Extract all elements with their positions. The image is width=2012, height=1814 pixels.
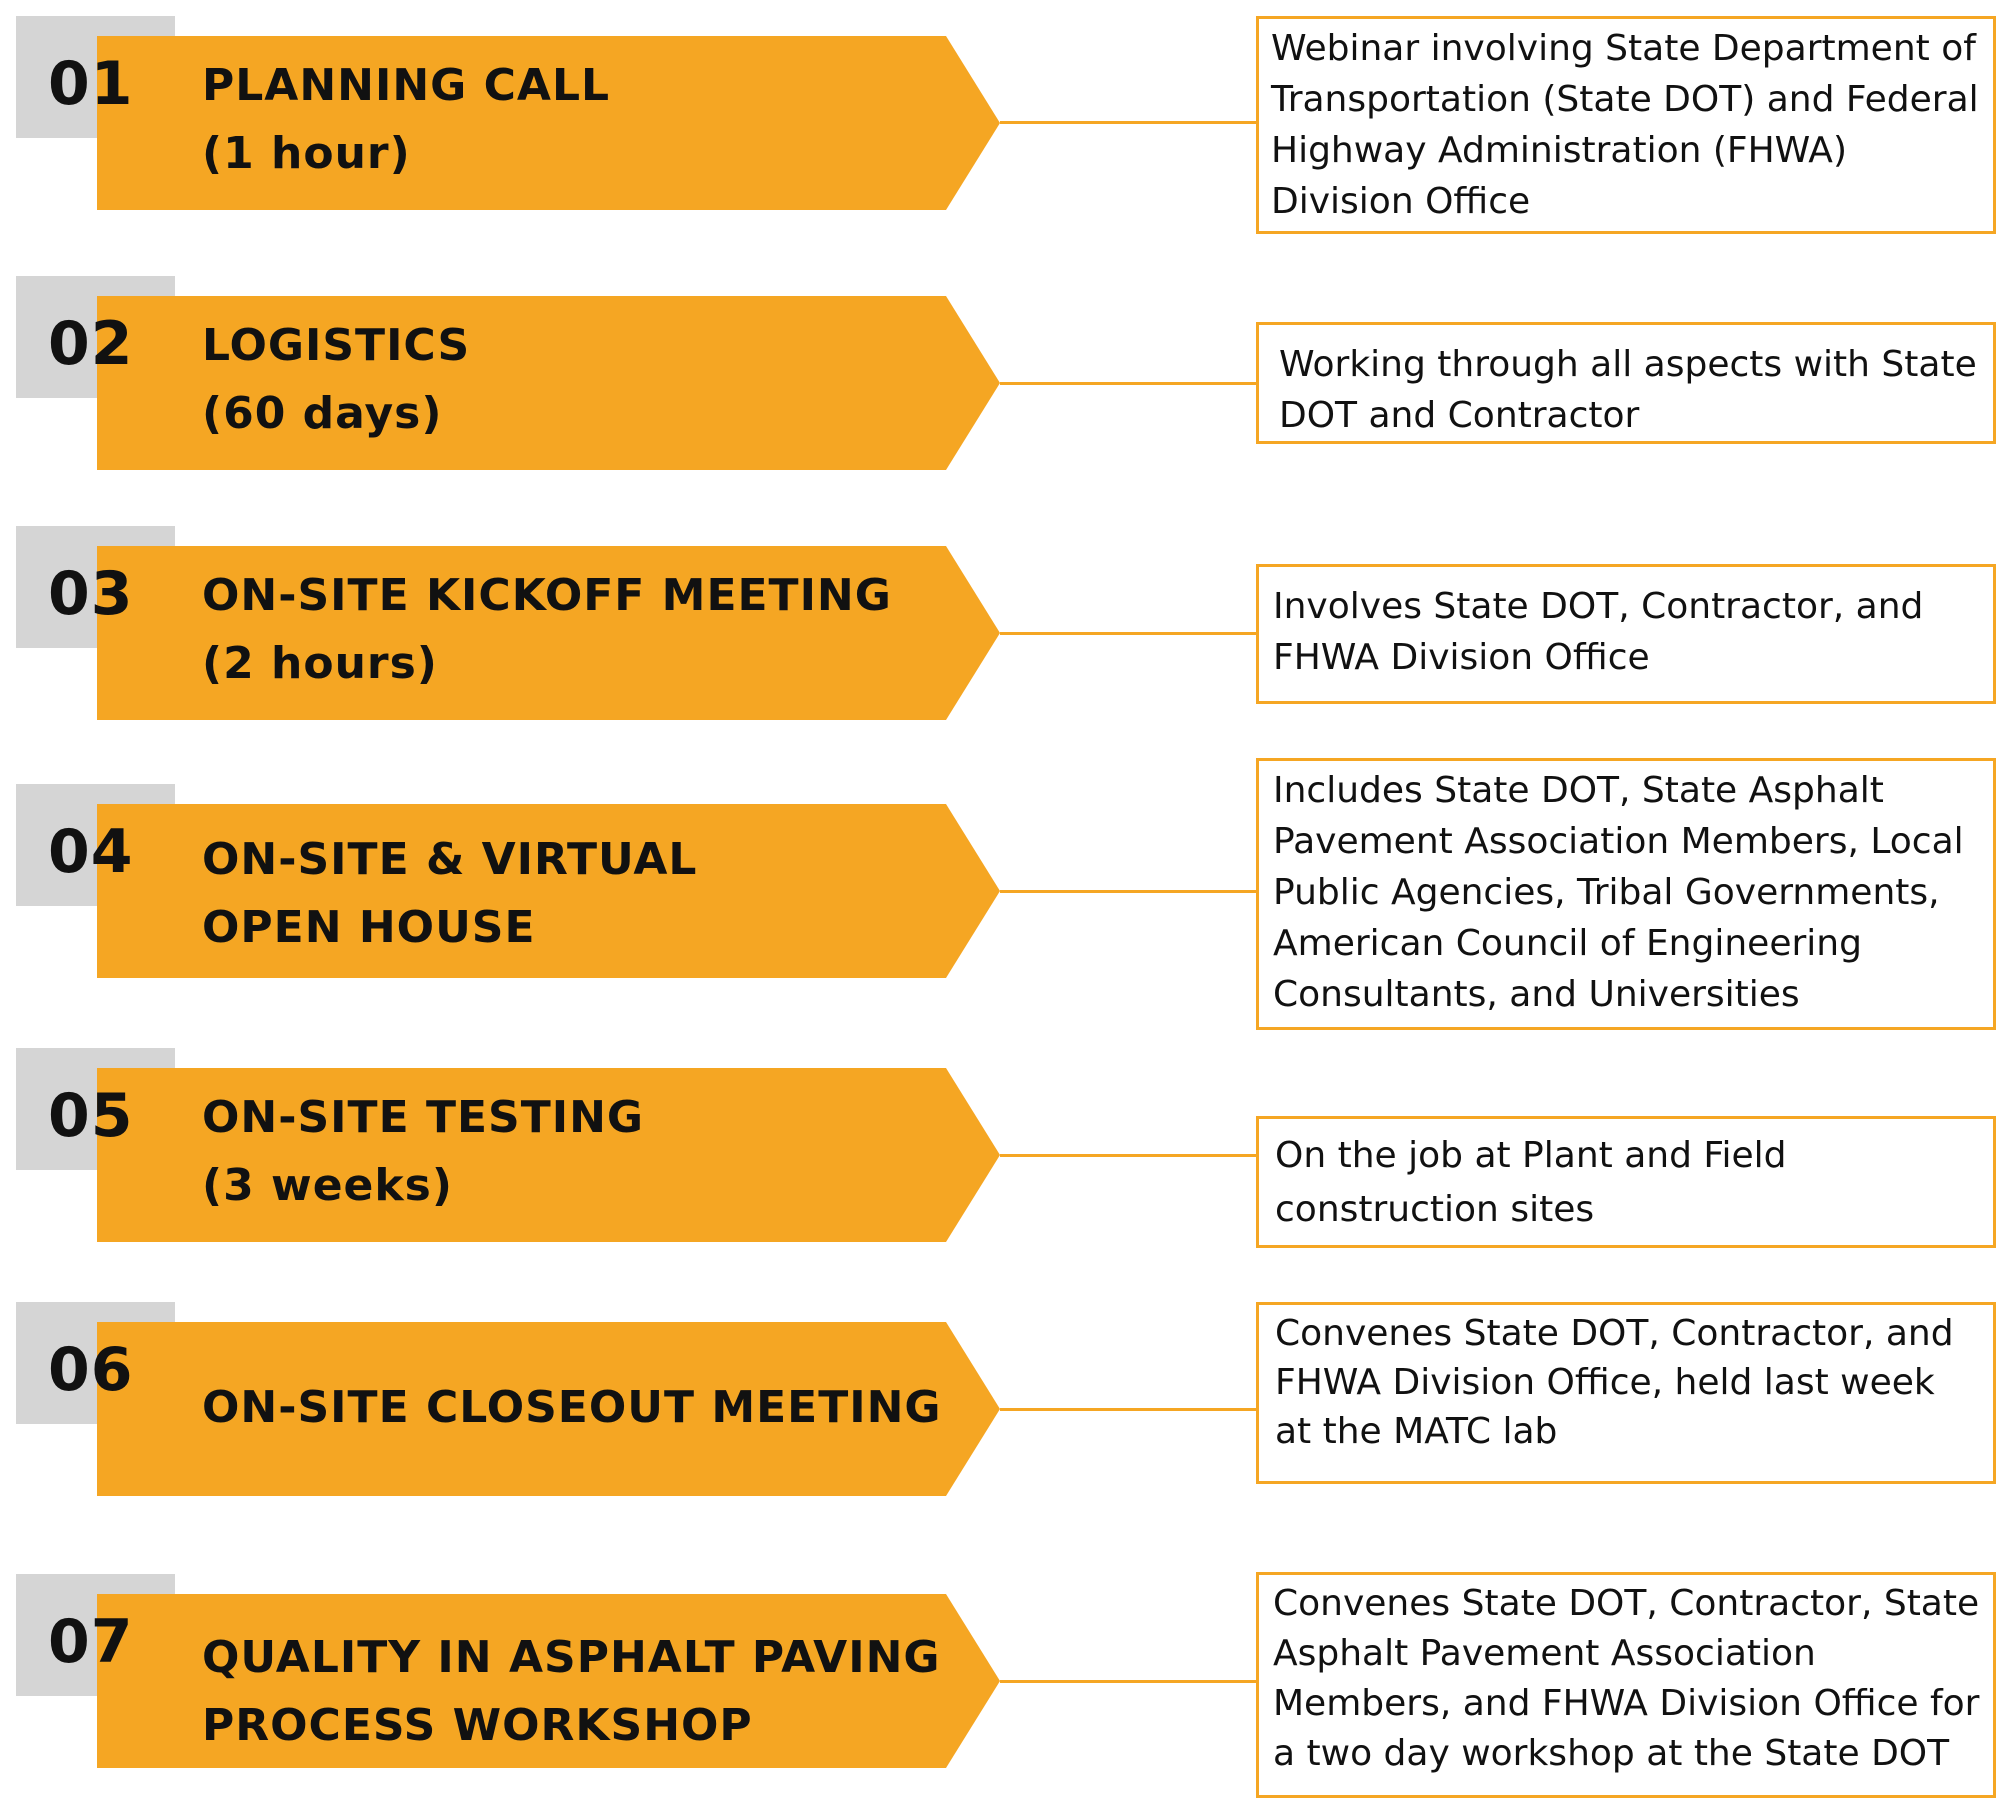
step-06 [0, 1302, 2012, 1542]
step-title-line: ON-SITE KICKOFF MEETING [202, 570, 892, 621]
step-title-line: (3 weeks) [202, 1160, 453, 1211]
step-03 [0, 526, 2012, 766]
step-title-line: (1 hour) [202, 128, 411, 179]
step-title [202, 1084, 644, 1220]
step-connector [1000, 121, 1256, 124]
step-04 [0, 770, 2012, 1024]
step-05 [0, 1048, 2012, 1288]
step-title [202, 312, 470, 448]
step-description: Includes State DOT, State Asphalt Pavement Association Members, Local Public Agencies, Tribal Governments, American Council of Engineering Consultants, and Universities [1256, 758, 1996, 1030]
step-number: 02 [48, 309, 134, 379]
step-title-line: OPEN HOUSE [202, 902, 536, 953]
step-description: Convenes State DOT, Contractor, and FHWA Division Office, held last week at the MATC lab [1256, 1302, 1996, 1484]
step-connector [1000, 1408, 1256, 1411]
step-title [202, 1624, 941, 1760]
step-07 [0, 1574, 2012, 1814]
step-title-line: (60 days) [202, 388, 443, 439]
step-title-line: LOGISTICS [202, 320, 471, 371]
step-title [202, 52, 610, 188]
step-connector [1000, 890, 1256, 893]
step-number: 05 [48, 1081, 134, 1151]
step-number: 01 [48, 49, 134, 119]
step-title-line: QUALITY IN ASPHALT PAVING [202, 1632, 941, 1683]
step-description: On the job at Plant and Field construction sites [1256, 1116, 1996, 1248]
step-title-line: (2 hours) [202, 638, 438, 689]
step-number: 07 [48, 1607, 134, 1677]
step-title-line: ON-SITE TESTING [202, 1092, 645, 1143]
step-connector [1000, 632, 1256, 635]
step-title [202, 1374, 942, 1442]
step-connector [1000, 1680, 1256, 1683]
step-connector [1000, 1154, 1256, 1157]
step-connector [1000, 382, 1256, 385]
step-01 [0, 16, 2012, 256]
step-number: 06 [48, 1335, 134, 1405]
step-description: Webinar involving State Department of Transportation (State DOT) and Federal Highway Administration (FHWA) Division Office [1256, 16, 1996, 234]
step-number: 04 [48, 817, 134, 887]
step-title-line: ON-SITE CLOSEOUT MEETING [202, 1382, 942, 1433]
step-description: Convenes State DOT, Contractor, State Asphalt Pavement Association Members, and FHWA Division Office for a two day workshop at the State DOT [1256, 1572, 1996, 1798]
step-title [202, 826, 697, 962]
step-title-line: PROCESS WORKSHOP [202, 1700, 753, 1751]
step-description: Involves State DOT, Contractor, and FHWA Division Office [1256, 564, 1996, 704]
step-description: Working through all aspects with State DOT and Contractor [1256, 322, 1996, 444]
step-title [202, 562, 892, 698]
step-title-line: ON-SITE & VIRTUAL [202, 834, 698, 885]
step-title-line: PLANNING CALL [202, 60, 611, 111]
step-number: 03 [48, 559, 134, 629]
step-02 [0, 276, 2012, 516]
